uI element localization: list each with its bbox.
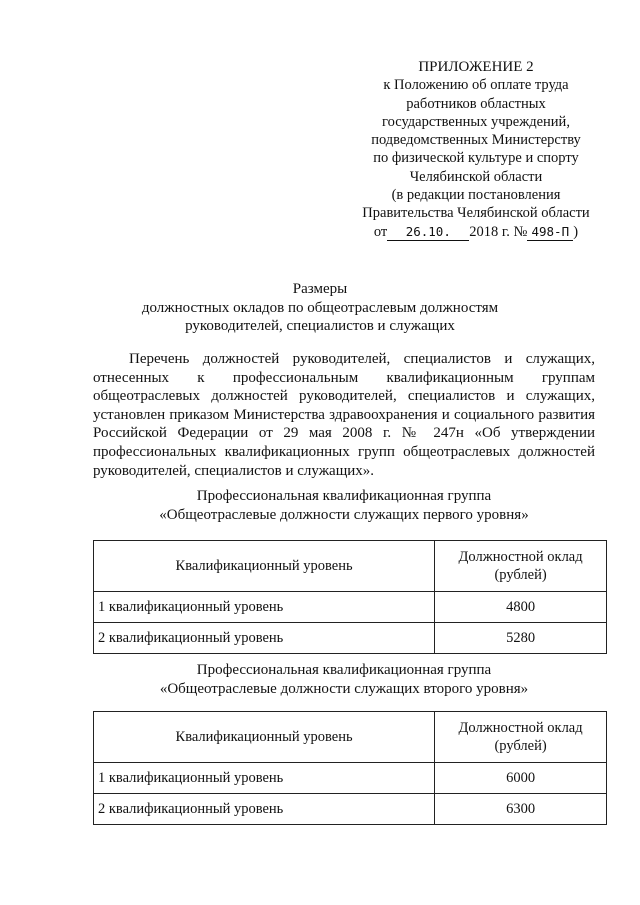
column-header-level: Квалификационный уровень — [94, 541, 435, 592]
salary-cell: 6300 — [435, 794, 607, 825]
column-header-salary — [435, 712, 607, 763]
table-row — [94, 794, 607, 825]
group-heading-line: Профессиональная квалификационная группа — [196, 488, 492, 504]
salary-header-unit: (рублей) — [494, 567, 547, 583]
salary-cell: 4800 — [435, 592, 607, 623]
intro-line: установлен приказом Министерства здравоохранения и социального развития — [93, 406, 595, 423]
intro-line: Российской Федерации от 29 мая 2008 г. № 247н «Об утверждении — [93, 425, 595, 442]
table-header-row — [94, 541, 607, 592]
closing-paren: ) — [573, 223, 579, 240]
intro-paragraph — [93, 350, 595, 480]
appendix-line: государственных учреждений, — [382, 113, 570, 130]
group-heading-line: «Общеотраслевые должности служащих второго уровня» — [159, 680, 529, 697]
intro-line: отнесенных к профессиональным квалификационным группам — [93, 369, 595, 386]
intro-line: Перечень должностей руководителей, специалистов и служащих, — [129, 351, 595, 367]
appendix-line: работников областных — [406, 95, 546, 112]
level-cell: 1 квалификационный уровень — [94, 763, 435, 794]
appendix-heading: ПРИЛОЖЕНИЕ 2 — [418, 59, 534, 75]
salary-table-group-2 — [93, 711, 607, 825]
resolution-date-line — [330, 223, 622, 241]
level-cell: 1 квалификационный уровень — [94, 592, 435, 623]
salary-header-line: Должностной оклад — [458, 549, 583, 565]
group-heading-line: «Общеотраслевые должности служащих первого уровня» — [159, 506, 529, 523]
intro-line: руководителей, специалистов и служащих». — [93, 462, 375, 479]
table-row — [94, 763, 607, 794]
title-line: должностных окладов по общеотраслевым должностям — [141, 299, 499, 316]
appendix-block — [330, 58, 622, 241]
salary-cell: 5280 — [435, 623, 607, 654]
appendix-line: (в редакции постановления — [391, 187, 561, 204]
appendix-line: к Положению об оплате труда — [383, 77, 569, 94]
salary-table-group-1 — [93, 540, 607, 654]
appendix-line: Правительства Челябинской области — [362, 205, 590, 222]
year-number-label: 2018 г. № — [469, 223, 528, 240]
appendix-line: по физической культуре и спорту — [373, 150, 579, 167]
intro-line: общеотраслевых должностей руководителей, специалистов и служащих, — [93, 388, 595, 405]
group-1-heading — [93, 487, 595, 524]
table-header-row — [94, 712, 607, 763]
appendix-line: подведомственных Министерству — [371, 132, 581, 149]
salary-header-unit: (рублей) — [494, 738, 547, 754]
title-line: руководителей, специалистов и служащих — [185, 318, 455, 334]
column-header-salary — [435, 541, 607, 592]
level-cell: 2 квалификационный уровень — [94, 794, 435, 825]
resolution-date: 26.10. — [387, 225, 469, 241]
title-line: Размеры — [292, 281, 348, 297]
table-row — [94, 623, 607, 654]
appendix-line: Челябинской области — [409, 168, 543, 185]
resolution-number: 498-П — [527, 225, 573, 241]
group-2-heading — [93, 661, 595, 698]
group-heading-line: Профессиональная квалификационная группа — [196, 662, 492, 678]
intro-line: профессиональных квалификационных групп общеотраслевых должностей — [93, 443, 595, 460]
table-row — [94, 592, 607, 623]
document-title — [95, 280, 545, 336]
column-header-level: Квалификационный уровень — [94, 712, 435, 763]
salary-header-line: Должностной оклад — [458, 720, 583, 736]
date-prefix: от — [373, 223, 388, 240]
level-cell: 2 квалификационный уровень — [94, 623, 435, 654]
salary-cell: 6000 — [435, 763, 607, 794]
